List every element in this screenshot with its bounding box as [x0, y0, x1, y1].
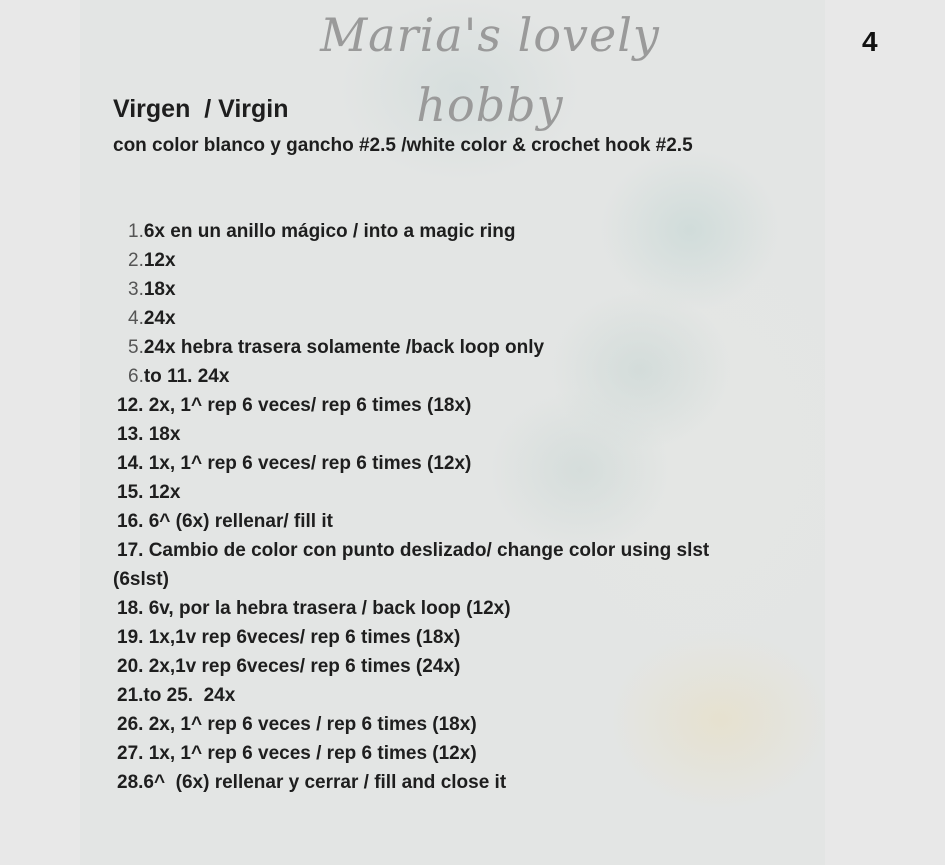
step-item: 16. 6^ (6x) rellenar/ fill it	[117, 511, 333, 532]
step-item: 12. 2x, 1^ rep 6 veces/ rep 6 times (18x)	[117, 395, 472, 416]
step-item	[113, 333, 753, 362]
steps-list	[113, 217, 753, 797]
step-number: 5.	[128, 337, 144, 358]
pattern-title: Virgen / Virgin	[113, 95, 289, 123]
step-number: 4.	[128, 308, 144, 329]
step-number: 2.	[128, 250, 144, 271]
step-item: 27. 1x, 1^ rep 6 veces / rep 6 times (12x)	[117, 743, 477, 764]
step-item: 15. 12x	[117, 482, 181, 503]
step-item: 21.to 25. 24x	[117, 685, 236, 706]
step-number: 1.	[128, 221, 144, 242]
step-item: 20. 2x,1v rep 6veces/ rep 6 times (24x)	[117, 656, 461, 677]
pattern-subtitle: con color blanco y gancho #2.5 /white color & crochet hook #2.5	[113, 135, 693, 156]
step-item: 17. Cambio de color con punto deslizado/ change color using slst (6slst)	[113, 540, 710, 590]
step-item	[113, 246, 753, 275]
step-item: 19. 1x,1v rep 6veces/ rep 6 times (18x)	[117, 627, 461, 648]
step-text: 18x	[143, 279, 176, 300]
step-item: 13. 18x	[117, 424, 181, 445]
step-item	[113, 217, 753, 246]
step-number: 3.	[128, 279, 144, 300]
step-item	[113, 304, 753, 333]
page-number: 4	[862, 26, 878, 57]
step-text: to 11. 24x	[143, 366, 230, 387]
step-item: 14. 1x, 1^ rep 6 veces/ rep 6 times (12x)	[117, 453, 472, 474]
step-item	[113, 275, 753, 304]
brand-logo: Maria's lovely hobby	[320, 8, 660, 132]
step-text: 6x en un anillo mágico / into a magic ring	[143, 221, 516, 242]
step-text: 24x	[143, 308, 176, 329]
step-item	[113, 362, 753, 391]
step-item: 26. 2x, 1^ rep 6 veces / rep 6 times (18x)	[117, 714, 477, 735]
step-number: 6.	[128, 366, 144, 387]
step-text: 12x	[143, 250, 176, 271]
step-item: 18. 6v, por la hebra trasera / back loop (12x)	[117, 598, 511, 619]
step-item: 28.6^ (6x) rellenar y cerrar / fill and close it	[117, 772, 507, 793]
step-text: 24x hebra trasera solamente /back loop only	[143, 337, 545, 358]
